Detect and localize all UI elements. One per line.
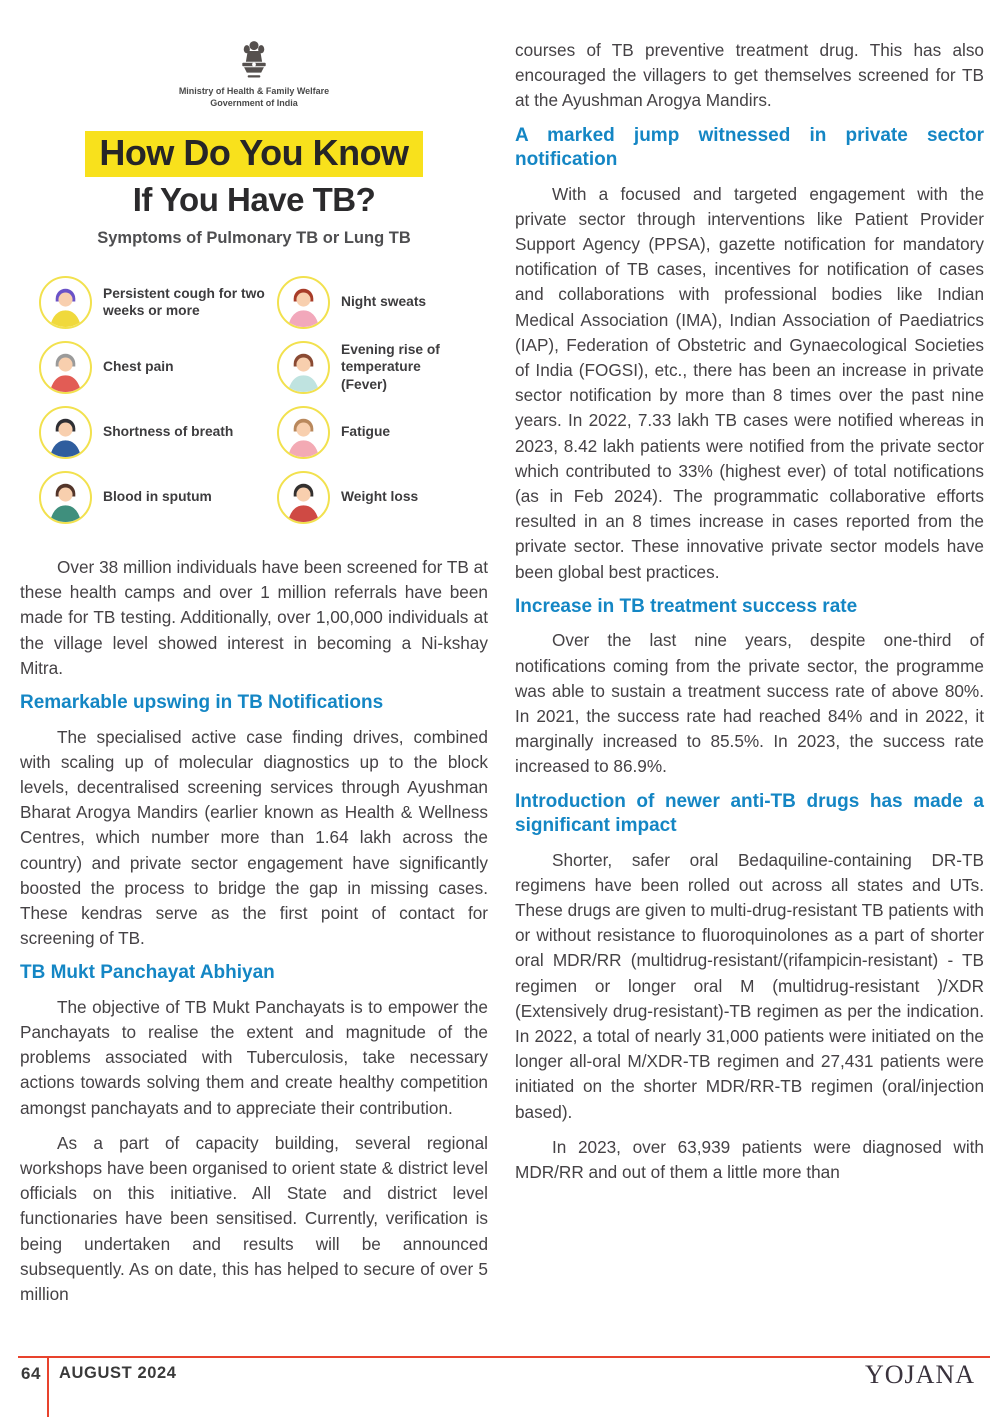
section-heading-panchayat: TB Mukt Panchayat Abhiyan (20, 962, 275, 984)
section-heading-newer-drugs: Introduction of newer anti-TB drugs has made a significant impact (515, 790, 984, 837)
symptom-label: Chest pain (103, 359, 174, 375)
ministry-name: Ministry of Health & Family Welfare (178, 86, 330, 96)
paragraph-newer-drugs: Shorter, safer oral Bedaquiline-containing DR-TB regimens have been rolled out across all states and UTs. These drugs are given to multi-drug-resistant TB patients with or without resistance to fluoroquinolones as a part of shorter oral MDR/RR (multidrug-resistant/(rifampicin-resistant) - TB regimen or longer oral M (multidrug-resistant )/XDR (Extensively drug-resistant)-TB regimen as per the indication. In 2022, a total of nearly 31,000 patients were initiated on the longer all-oral M/XDR-TB regimen and 27,431 patients were initiated on the shorter MDR/RR-TB regimen (oral/injection based). (515, 849, 984, 1122)
page-number: 64 (21, 1364, 41, 1383)
symptom-item (277, 270, 469, 334)
infographic-title-line1: How Do You Know (85, 131, 422, 177)
symptom-item (39, 400, 277, 464)
symptom-item (277, 400, 469, 464)
fatigue-icon (277, 406, 330, 459)
paragraph-screening-stats: Over 38 million individuals have been screened for TB at these health camps and over 1 million referrals have been made for TB testing. Additionally, over 1,00,000 individuals at the village level showed interest in becoming a Ni-kshay Mitra. (20, 557, 488, 678)
chest-pain-icon (39, 341, 92, 394)
issue-date: AUGUST 2024 (59, 1364, 177, 1382)
symptom-label: Evening rise of temperature (Fever) (341, 341, 440, 392)
paragraph-capacity-building: As a part of capacity building, several regional workshops have been organised to orient state & district level officials on this initiative. All State and district level functionaries have been sensitised. Currently, verification is being undertaken and results will be announced subsequently. As on date, this has helped to secure of over 5 million (20, 1132, 488, 1305)
symptom-label: Weight loss (341, 489, 419, 505)
paragraph-panchayat-objective: The objective of TB Mukt Panchayats is to empower the Panchayats to realise the extent and magnitude of the problems associated with Tuberculosis, take necessary actions towards solving them and create healthy competition amongst panchayats and to appreciate their contribution. (20, 996, 488, 1118)
symptom-item (39, 270, 277, 334)
paragraph-mdr-2023: In 2023, over 63,939 patients were diagnosed with MDR/RR and out of them a little more than (515, 1136, 984, 1183)
paragraph-success-rate: Over the last nine years, despite one-third of notifications coming from the private sector, the programme was able to sustain a treatment success rate of above 80%. In 2021, the success rate had reached 84% and in 2022, it marginally increased to 85.5%. In 2023, the success rate increased to 86.9%. (515, 630, 984, 777)
footer-vertical-divider (47, 1358, 49, 1417)
footer-rule (18, 1356, 990, 1358)
blood-in-sputum-icon (39, 471, 92, 524)
infographic-title-line2: If You Have TB? (132, 181, 376, 218)
section-heading-upswing: Remarkable upswing in TB Notifications (20, 692, 384, 714)
section-heading-success-rate: Increase in TB treatment success rate (515, 595, 858, 617)
symptom-label: Shortness of breath (103, 424, 234, 440)
section-heading-private-sector: A marked jump witnessed in private sector notification (515, 124, 984, 171)
symptom-label: Persistent cough for two weeks or more (103, 285, 265, 318)
symptom-label: Blood in sputum (103, 489, 212, 505)
night-sweats-icon (277, 276, 330, 329)
ministry-text (39, 85, 469, 109)
symptom-item (277, 335, 469, 399)
magazine-name: YOJANA (865, 1360, 975, 1389)
paragraph-upswing: The specialised active case finding drives, combined with scaling up of molecular diagnostics up to the block levels, decentralised screening services through Ayushman Bharat Arogya Mandirs (earlier known as Health & Wellness Centres, which number more than 1.64 lakh across the country) and private sector engagement have significantly boosted the process to bridge the gap in missing cases. These kendras serve as the first point of contact for screening of TB. (20, 726, 488, 949)
weight-loss-icon (277, 471, 330, 524)
evening-temperature-icon (277, 341, 330, 394)
shortness-of-breath-icon (39, 406, 92, 459)
government-name: Government of India (210, 98, 298, 108)
symptom-item (39, 335, 277, 399)
symptoms-grid (39, 270, 469, 529)
persistent-cough-icon (39, 276, 92, 329)
symptom-item (277, 465, 469, 529)
india-emblem-icon (39, 38, 469, 82)
symptom-label: Night sweats (341, 294, 427, 310)
paragraph-private-sector: With a focused and targeted engagement with the private sector through interventions like Patient Provider Support Agency (PPSA), gazette notification for mandatory notification of TB cases, incentives for notification of cases and collaborations with professional bodies like Indian Medical Association (IMA), Indian Association of Paediatrics (IAP), Federation of Obstetric and Gynaecological Societies of India (FOGSI), etc., there has been an increase in private sector notification by more than 8 times over the past nine years. In 2022, 7.33 lakh TB cases were notified whereas in 2023, 8.42 lakh patients were notified from the private sector which contributed to 33% (highest ever) of total notifications (as in Feb 2024). The programmatic collaborative efforts resulted in an 8 times increase in cases reported from the private sector. These innovative private sector models have been global best practices. (515, 183, 984, 582)
paragraph-preventive-treatment: courses of TB preventive treatment drug. This has also encouraged the villagers to get themselves screened for TB at the Ayushman Arogya Mandirs. (515, 40, 984, 111)
symptom-item (39, 465, 277, 529)
infographic-subtitle: Symptoms of Pulmonary TB or Lung TB (97, 229, 411, 247)
left-column (20, 38, 488, 1338)
tb-infographic (39, 38, 469, 529)
symptom-label: Fatigue (341, 424, 391, 440)
right-column (515, 38, 984, 1338)
